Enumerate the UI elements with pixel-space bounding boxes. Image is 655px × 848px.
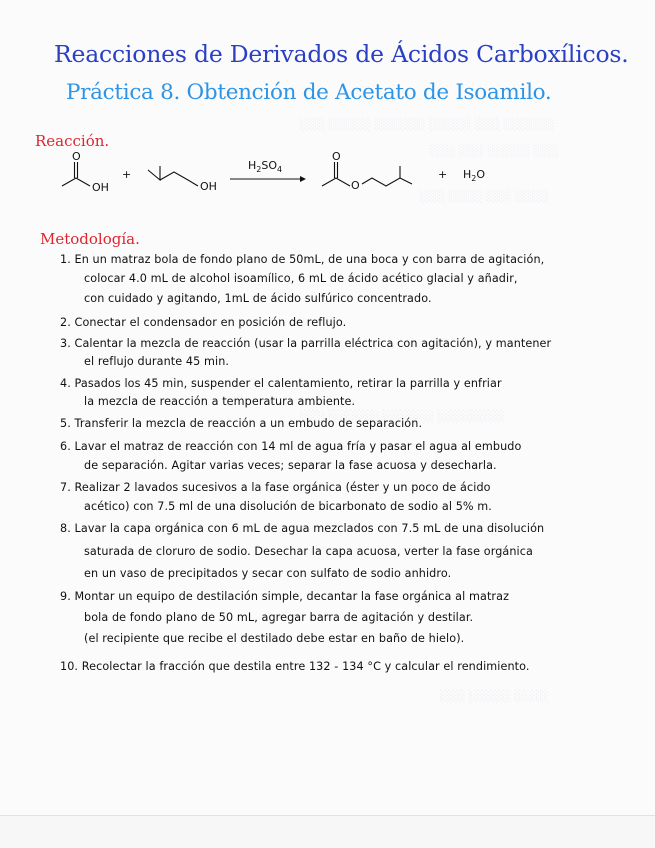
bleed-through-text: ░░░ ░░░░░ ░░░░ [440, 690, 549, 703]
step-6-line-2: de separación. Agitar varias veces; separar la fase acuosa y desecharla. [84, 459, 497, 472]
step-6-line-1: 6. Lavar el matraz de reacción con 14 ml de agua fría y pasar el agua al embudo [60, 440, 522, 453]
step-3-line-2: el reflujo durante 45 min. [84, 355, 230, 368]
step-9-line-1: 9. Montar un equipo de destilación simple, decantar la fase orgánica al matraz [60, 590, 510, 603]
step-1-line-2: colocar 4.0 mL de alcohol isoamílico, 6 mL de ácido acético glacial y añadir, [84, 272, 518, 285]
catalyst-h: H [248, 159, 257, 172]
bleed-through-text: ░░░ ░░░░░░ ░░░░░░ ░░░░░░░░ [300, 410, 506, 423]
step-10-line-1: 10. Recolectar la fracción que destila entre 132 - 134 °C y calcular el rendimiento. [60, 660, 530, 673]
step-8-line-2: saturada de cloruro de sodio. Desechar la capa acuosa, verter la fase orgánica [84, 545, 533, 558]
step-4-line-2: la mezcla de reacción a temperatura ambiente. [84, 395, 356, 408]
page-subtitle: Práctica 8. Obtención de Acetato de Isoamilo. [66, 80, 552, 105]
isoamyl-alcohol-oh-label: OH [200, 180, 217, 193]
step-4-line-1: 4. Pasados los 45 min, suspender el calentamiento, retirar la parrilla y enfriar [60, 377, 502, 390]
bleed-through-text: ░░░ ░░░░░ ░░░░░░ ░░░░░ ░░░ ░░░░░░ [300, 118, 555, 131]
water-sub-2: 2 [471, 174, 477, 183]
step-2-line-1: 2. Conectar el condensador en posición de reflujo. [60, 316, 347, 329]
reaction-heading: Reacción. [35, 132, 110, 150]
methodology-heading: Metodología. [40, 230, 140, 248]
plus-sign-1: + [122, 168, 132, 181]
step-7-line-2: acético) con 7.5 ml de una disolución de bicarbonato de sodio al 5% m. [84, 500, 492, 513]
ester-carbonyl-o-label: O [332, 150, 341, 163]
catalyst-sub-4: 4 [277, 165, 283, 174]
water-h: H [463, 168, 472, 181]
step-1-line-3: con cuidado y agitando, 1mL de ácido sulfúrico concentrado. [84, 292, 432, 305]
acetic-acid-o-label: O [72, 150, 81, 163]
catalyst-so: SO [261, 159, 278, 172]
plus-sign-2: + [438, 168, 448, 181]
bleed-through-text: ░░░ ░░░░ ░░░ ░░░░ [420, 190, 549, 203]
step-7-line-1: 7. Realizar 2 lavados sucesivos a la fase orgánica (éster y un poco de ácido [60, 481, 491, 494]
catalyst-sub-2: 2 [256, 165, 262, 174]
ester-o-label: O [351, 179, 360, 192]
step-9-line-3: (el recipiente que recibe el destilado debe estar en baño de hielo). [84, 632, 465, 645]
acetic-acid-oh-label: OH [92, 181, 109, 194]
step-9-line-2: bola de fondo plano de 50 mL, agregar barra de agitación y destilar. [84, 611, 474, 624]
page-title: Reacciones de Derivados de Ácidos Carboxílicos. [54, 40, 629, 68]
step-1-line-1: 1. En un matraz bola de fondo plano de 50mL, de una boca y con barra de agitación, [60, 253, 545, 266]
step-3-line-1: 3. Calentar la mezcla de reacción (usar la parrilla eléctrica con agitación), y mantener [60, 337, 552, 350]
step-8-line-1: 8. Lavar la capa orgánica con 6 mL de agua mezclados con 7.5 mL de una disolución [60, 522, 545, 535]
step-8-line-3: en un vaso de precipitados y secar con sulfato de sodio anhidro. [84, 567, 452, 580]
step-5-line-1: 5. Transferir la mezcla de reacción a un embudo de separación. [60, 417, 423, 430]
water-o: O [476, 168, 486, 181]
bleed-through-text: ░░░ ░░░ ░░░░░ ░░░ [430, 145, 559, 158]
